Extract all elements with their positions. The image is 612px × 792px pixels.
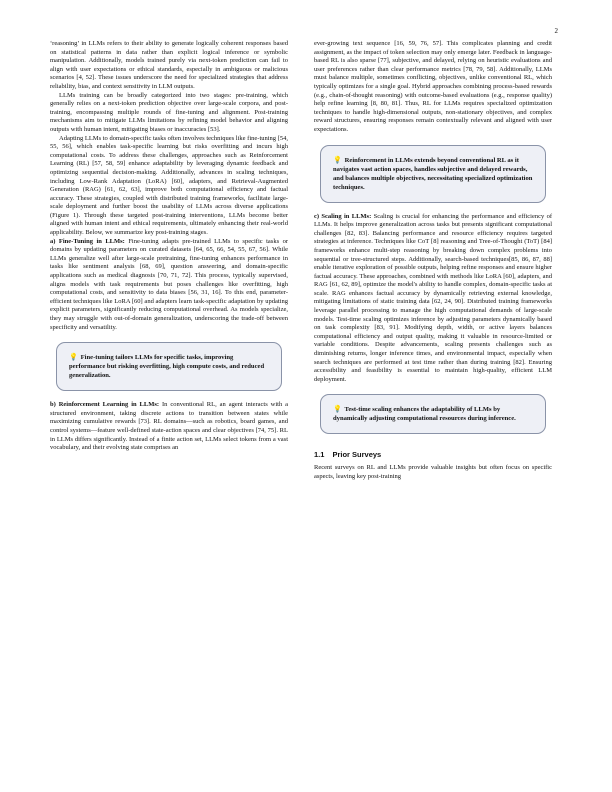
paragraph-rl <box>50 401 288 453</box>
subsection-heading: c) Scaling in LLMs: <box>314 212 372 220</box>
subsection-heading: b) Reinforcement Learning in LLMs: <box>50 401 160 409</box>
takeaway-text: Test-time scaling enhances the adaptability of LLMs by dynamically adjusting computational resources during inference. <box>333 406 516 423</box>
lightbulb-icon: 💡 <box>69 353 78 362</box>
right-column <box>314 40 552 482</box>
paragraph-fine-tuning <box>50 238 288 333</box>
section-heading <box>314 450 552 459</box>
lightbulb-icon: 💡 <box>333 155 342 164</box>
paragraph: LLMs training can be broadly categorized into two stages: pre-training, which generally relies on a next-token prediction objective over large-scale corpora, and post-training, encompassing multiple rounds of fine-tuning and alignment. Post-training mechanisms aim to mitigate LLMs limitations by refining model behavior and aligning outputs with human intent, mitigating biases or inaccuracies [53]. <box>50 91 288 133</box>
paragraph-body: Fine-tuning adapts pre-trained LLMs to specific tasks or domains by updating parameters on curated datasets [64, 65, 66, 54, 55, 67, 56]. While LLMs generalize well after large-scale pretraining, fine-tuning enhances performance in tasks like sentiment analysis [68, 69], question answering, and domain-specific applications such as medical diagnosis [70, 71, 72]. This process, typically supervised, aligns models with task requirements but poses challenges like overfitting, high computational costs, and sensitivity to data biases [56, 31, 16]. To this end, parameter-efficient techniques like LoRA [60] and adapters learn task-specific adaptation by updating explicit parameters, significantly reducing computational overhead. As models specialize, they may struggle with out-of-domain generalization, underscoring the trade-off between specificity and versatility. <box>50 237 288 331</box>
subsection-heading: a) Fine-Tuning in LLMs: <box>50 237 125 245</box>
paragraph-body: In conventional RL, an agent interacts with a structured environment, taking discrete actions to transition between states while maximizing cumulative rewards [73]. RL domains—such as robotics, board games, and control systems—feature well-defined state-action spaces and clear objectives [74, 75]. RL in LLMs differs significantly. Instead of a finite action set, LLMs select tokens from a vast vocabulary, and their evolving state comprises an <box>50 401 289 452</box>
page-number: 2 <box>554 27 558 35</box>
left-column <box>50 40 288 453</box>
section-number: 1.1 <box>314 450 325 460</box>
paragraph: ever-growing text sequence [16, 59, 76, 57]. This complicates planning and credit assignment, as the impact of token selection may only emerge later. Feedback in language-based RL is also sparse [77], subjective, and delayed, relying on heuristic evaluations and user preferences rather than clear performance metrics [78, 79, 58]. Additionally, LLMs must balance multiple, sometimes conflicting, objectives, unlike conventional RL, which typically optimizes for a single goal. Hybrid approaches combining process-based rewards (e.g., chain-of-thought reasoning) with outcome-based evaluations (e.g., response quality) help refine learning [8, 80, 81]. Thus, RL for LLMs requires specialized optimization techniques to handle high-dimensional outputs, non-stationary objectives, and complex reward structures, ensuring responses remain contextually relevant and aligned with user expectations. <box>314 40 552 133</box>
takeaway-box <box>320 145 546 203</box>
paragraph: Recent surveys on RL and LLMs provide valuable insights but often focus on specific aspects, leaving key post-training <box>314 464 552 480</box>
paragraph-scaling <box>314 213 552 385</box>
takeaway-text: Fine-tuning tailors LLMs for specific tasks, improving performance but risking overfitting, high compute costs, and reduced generalization. <box>69 354 265 380</box>
takeaway-text: Reinforcement in LLMs extends beyond conventional RL as it navigates vast action spaces, handles subjective and delayed rewards, and balances multiple objectives, necessitating specialized optimization techniques. <box>333 156 533 191</box>
takeaway-box <box>56 342 282 391</box>
lightbulb-icon: 💡 <box>333 405 342 414</box>
paragraph: Adapting LLMs to domain-specific tasks often involves techniques like fine-tuning [54, 55, 56], which enables task-specific learning but risks overfitting and incurs high computational costs. To address these challenges, approaches such as Reinforcement Learning (RL) [57, 58, 59] enhance adaptability by leveraging dynamic feedback and optimizing sequential decision-making. Additionally, advances in scaling techniques, including Low-Rank Adaptation (LoRA) [60], adapters, and Retrieval-Augmented Generation (RAG) [61, 62, 63], improve both computational efficiency and factual accuracy. These strategies, coupled with distributed training frameworks, facilitate large-scale deployment and further boost the usability of LLMs across diverse applications (Figure 1). Through these targeted post-training interventions, LLMs become better aligned with human intent and ethical requirements, ultimately enhancing their real-world applicability. Below, we summarize key post-training stages. <box>50 134 288 237</box>
paragraph-body: Scaling is crucial for enhancing the performance and efficiency of LLMs. It helps improve generalization across tasks but presents significant computational challenges [82, 83]. Balancing performance and resource efficiency requires targeted strategies at inference. Techniques like CoT [8] reasoning and Tree-of-Thought (ToT) [84] frameworks enhance multi-step reasoning by breaking down complex problems into sequential or tree-structured steps. Additionally, search-based techniques[85, 86, 87, 88] enable iterative exploration of possible outputs, helping refine responses and ensure higher factual accuracy. These approaches, combined with methods like LoRA [60], adapters, and RAG [61, 62, 89], optimize the model's ability to handle complex, domain-specific tasks at scale. RAG enhances factual accuracy by dynamically retrieving external knowledge, mitigating limitations of static training data [62, 24, 90]. Distributed training frameworks leverage parallel processing to manage the high computational demands of large-scale models. Test-time scaling optimizes inference by adjusting parameters dynamically based on task complexity [83, 91]. Modifying depth, width, or active layers balances computational efficiency and output quality, making it valuable in resource-limited or variable conditions. Despite advancements, scaling presents challenges such as diminishing returns, longer inference times, and environmental impact, especially when search techniques are performed at test time rather than during training [82]. Ensuring accessibility and feasibility is essential to maintain high-quality, efficient LLM deployment. <box>314 212 552 383</box>
takeaway-box <box>320 394 546 434</box>
section-title: Prior Surveys <box>332 450 382 460</box>
paragraph: ‘reasoning’ in LLMs refers to their ability to generate logically coherent responses based on statistical patterns in data rather than explicit logical inference or symbolic manipulation. Additionally, models trained purely via next-token prediction can fail to align with user expectations or ethical standards, especially in ambiguous or malicious scenarios [4, 52]. These issues underscore the need for specialized strategies that address reliability, bias, and context sensitivity in LLM outputs. <box>50 40 288 90</box>
